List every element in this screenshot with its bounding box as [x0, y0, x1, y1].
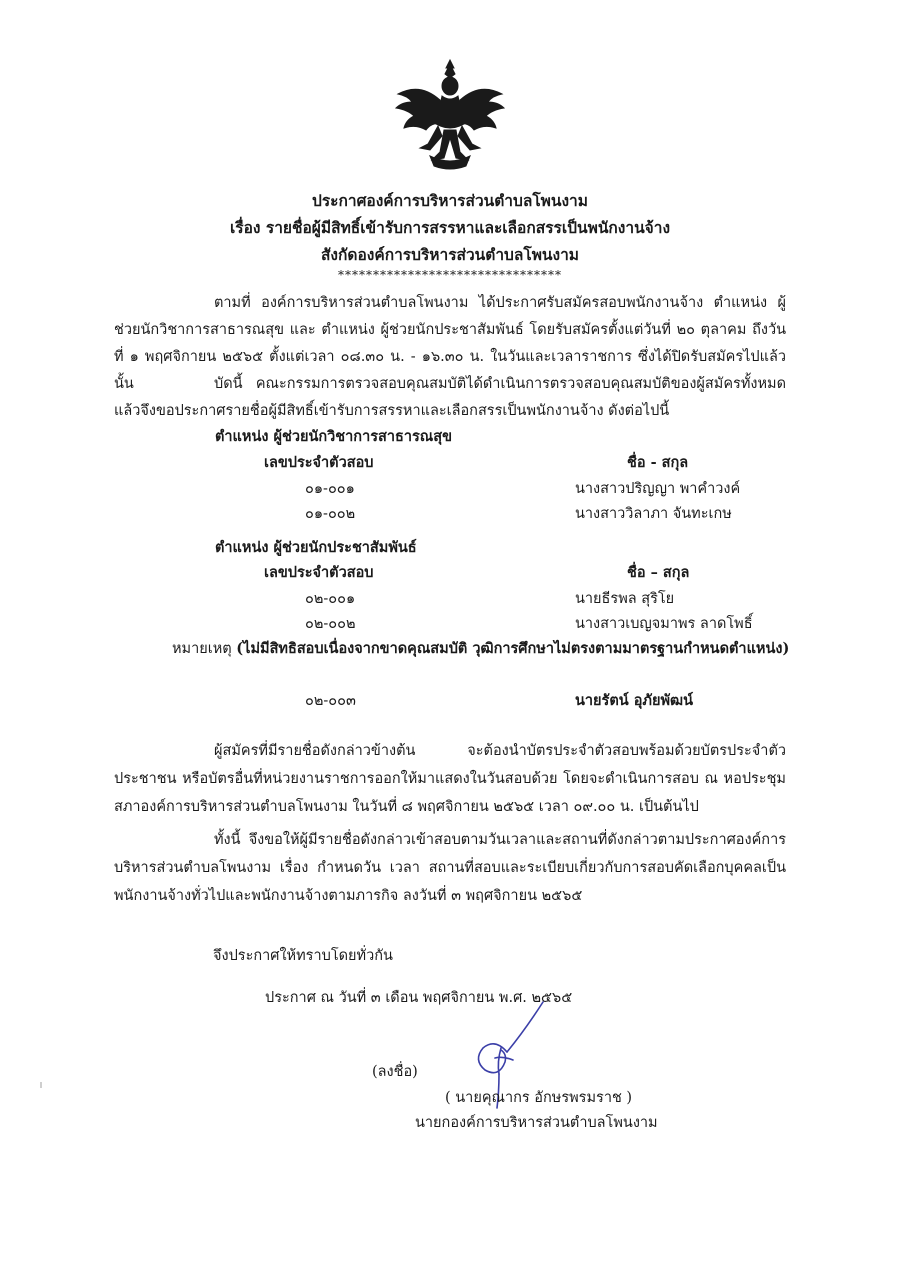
remark-line — [172, 638, 789, 660]
section1-row2-name: นางสาววิลาภา จันทะเกษ — [575, 506, 732, 522]
signer-name: ( นายคุณากร อักษรพรมราช ) — [445, 1090, 633, 1106]
section2-row2-name: นางสาวเบญจมาพร ลาดโพธิ์ — [575, 616, 753, 632]
doc-title-line3: สังกัดองค์การบริหารส่วนตำบลโพนงาม — [320, 245, 580, 264]
body-paragraph-4: ทั้งนี้ จึงขอให้ผู้มีรายชื่อดังกล่าวเข้าสอบตามวันเวลาและสถานที่ดังกล่าวตามประกาศองค์การ บริหารส่วนตำบลโพนงาม เรื่อง กำหนดวัน เวลา สถานที่สอบและระเบียบเกี่ยวกับการสอบคัดเลือกบุคคลเป็น พนักงานจ้างทั่วไปและพนักงานจ้างตามภารกิจ ลงวันที่ ๓ พฤศจิกายน ๒๕๖๕ — [114, 832, 786, 904]
section1-row1-id: ๐๑-๐๐๑ — [305, 481, 355, 497]
section2-row1-id: ๐๒-๐๐๑ — [305, 591, 356, 607]
doc-title-line2: เรื่อง รายชื่อผู้มีสิทธิ์เข้ารับการสรรหาและเลือกสรรเป็นพนักงานจ้าง — [229, 218, 671, 237]
section1-row1-name: นางสาวปริญญา พาคำวงค์ — [575, 481, 741, 497]
closing-signed: (ลงชื่อ) — [372, 1064, 418, 1080]
section2-col-name: ชื่อ – สกุล — [627, 564, 690, 581]
section1-row2-id: ๐๑-๐๐๒ — [305, 506, 356, 522]
intro-paragraph-1: ตามที่ องค์การบริหารส่วนตำบลโพนงาม ได้ประกาศรับสมัครสอบพนักงานจ้าง ตำแหน่ง ผู้ช่วยนักวิชาการสาธารณสุข และ ตำแหน่ง ผู้ช่วยนักประชาสัมพันธ์ โดยรับสมัครตั้งแต่วันที่ ๒๐ ตุลาคม ถึงวันที่ ๑ พฤศจิกายน ๒๕๖๕ ตั้งแต่เวลา ๐๘.๓๐ น. - ๑๖.๓๐ น. ในวันและเวลาราชการ ซึ่งได้ปิดรับสมัครไปแล้วนั้น — [114, 295, 786, 392]
garuda-emblem-icon — [390, 56, 510, 174]
remark-label: หมายเหตุ — [172, 641, 232, 657]
closing-announce: จึงประกาศให้ทราบโดยทั่วกัน — [213, 948, 393, 964]
section1-heading: ตำแหน่ง ผู้ช่วยนักวิชาการสาธารณสุข — [215, 428, 452, 445]
intro-paragraph-2: บัดนี้ คณะกรรมการตรวจสอบคุณสมบัติได้ดำเนินการตรวจสอบคุณสมบัติของผู้สมัครทั้งหมด แล้วจึงขอประกาศรายชื่อผู้มีสิทธิ์เข้ารับการสรรหาและเลือกสรรเป็นพนักงานจ้าง ดังต่อไปนี้ — [114, 376, 786, 419]
remark-row-id: ๐๒-๐๐๓ — [305, 693, 356, 709]
signer-title: นายกองค์การบริหารส่วนตำบลโพนงาม — [415, 1115, 658, 1131]
closing-date-line: ประกาศ ณ วันที่ ๓ เดือน พฤศจิกายน พ.ศ. ๒๕๖๕ — [265, 990, 573, 1006]
section2-row2-id: ๐๒-๐๐๒ — [305, 616, 356, 632]
section1-col-name: ชื่อ - สกุล — [627, 454, 689, 471]
doc-title-line1: ประกาศองค์การบริหารส่วนตำบลโพนงาม — [312, 191, 588, 210]
remark-row-name: นายรัตน์ อุภัยพัฒน์ — [575, 692, 694, 709]
remark-text: (ไม่มีสิทธิสอบเนื่องจากขาดคุณสมบัติ วุฒิการศึกษาไม่ตรงตามมาตรฐานกำหนดตำแหน่ง) — [236, 640, 790, 657]
scan-artifact — [40, 1082, 42, 1088]
title-separator: ******************************** — [338, 268, 562, 282]
section2-heading: ตำแหน่ง ผู้ช่วยนักประชาสัมพันธ์ — [215, 539, 417, 556]
body-paragraph-3: ผู้สมัครที่มีรายชื่อดังกล่าวข้างต้น จะต้องนำบัตรประจำตัวสอบพร้อมด้วยบัตรประจำตัว ประชาชน หรือบัตรอื่นที่หน่วยงานราชการออกให้มาแสดงในวันสอบด้วย โดยจะดำเนินการสอบ ณ หอประชุม สภาองค์การบริหารส่วนตำบลโพนงาม ในวันที่ ๘ พฤศจิกายน ๒๕๖๕ เวลา ๐๙.๐๐ น. เป็นต้นไป — [114, 743, 786, 815]
section1-col-id: เลขประจำตัวสอบ — [264, 454, 374, 471]
section2-col-id: เลขประจำตัวสอบ — [264, 564, 374, 581]
section2-row1-name: นายธีรพล สุริโย — [575, 591, 675, 607]
